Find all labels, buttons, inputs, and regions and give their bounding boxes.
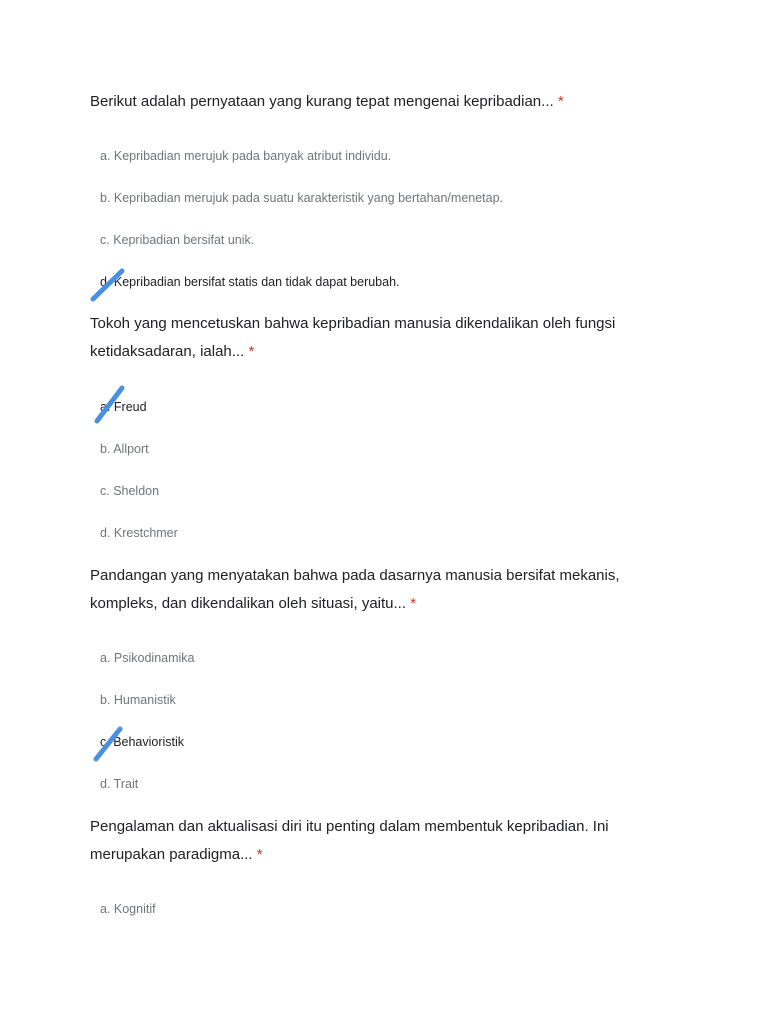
q3-option-b[interactable]: b. Humanistik (100, 693, 176, 707)
question-4-label: Pengalaman dan aktualisasi diri itu penting dalam membentuk kepribadian. Ini merupakan paradigma... (90, 818, 609, 863)
q3-option-c[interactable]: c. Behavioristik (100, 735, 185, 749)
required-mark: * (557, 93, 564, 110)
question-1-text (90, 88, 650, 116)
question-3-text (90, 562, 650, 618)
q2-check-mark-icon (92, 384, 132, 424)
q2-option-c[interactable]: c. Sheldon (100, 484, 160, 498)
q3-option-a[interactable]: a. Psikodinamika (100, 651, 195, 665)
question-2-label: Tokoh yang mencetuskan bahwa kepribadian manusia dikendalikan oleh fungsi ketidaksadaran, ialah... (90, 315, 616, 360)
required-mark: * (256, 846, 263, 863)
question-2-text (90, 310, 650, 366)
required-mark: * (410, 595, 417, 612)
q3-option-d[interactable]: d. Trait (100, 777, 139, 791)
q2-option-d[interactable]: d. Krestchmer (100, 526, 178, 540)
q1-option-c[interactable]: c. Kepribadian bersifat unik. (100, 233, 255, 247)
q4-option-a[interactable]: a. Kognitif (100, 902, 156, 916)
question-3-label: Pandangan yang menyatakan bahwa pada dasarnya manusia bersifat mekanis, kompleks, dan dikendalikan oleh situasi, yaitu... (90, 567, 620, 612)
required-mark: * (248, 343, 255, 360)
question-4-text (90, 813, 650, 869)
q2-option-b[interactable]: b. Allport (100, 442, 149, 456)
question-1-label: Berikut adalah pernyataan yang kurang tepat mengenai kepribadian... (90, 93, 554, 110)
q2-option-a[interactable]: a. Freud (100, 400, 147, 414)
q1-option-a[interactable]: a. Kepribadian merujuk pada banyak atribut individu. (100, 149, 392, 163)
q3-check-mark-icon (91, 724, 131, 764)
q1-check-mark-icon (88, 266, 128, 306)
q1-option-d[interactable]: d. Kepribadian bersifat statis dan tidak dapat berubah. (100, 275, 400, 289)
q1-option-b[interactable]: b. Kepribadian merujuk pada suatu karakteristik yang bertahan/menetap. (100, 191, 504, 205)
